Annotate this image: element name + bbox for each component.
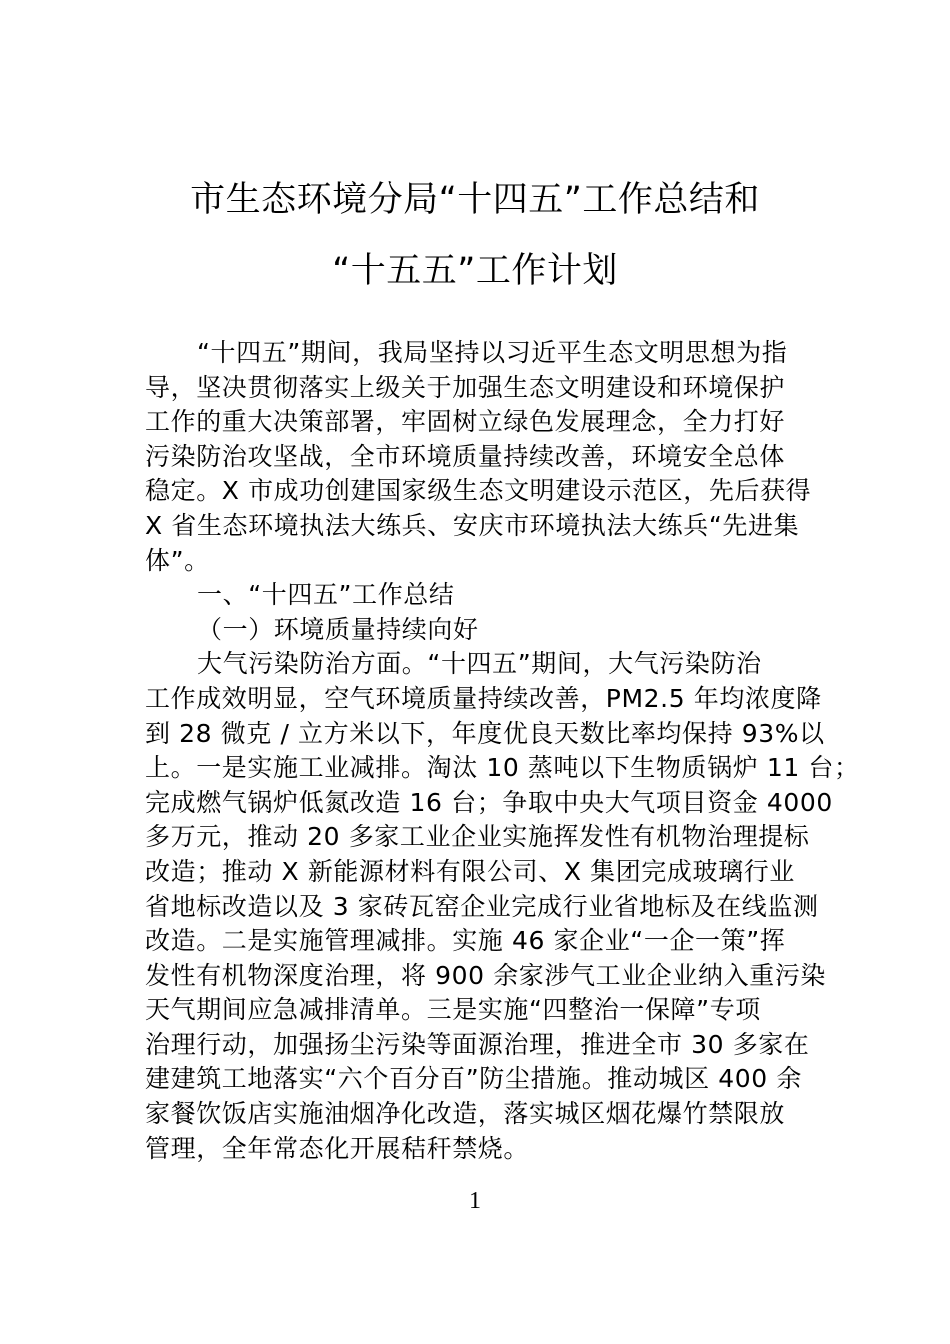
text-line: 省地标改造以及 3 家砖瓦窑企业完成行业省地标及在线监测: [145, 891, 819, 921]
text-line: 多万元，推动 20 多家工业企业实施挥发性有机物治理提标: [145, 822, 810, 852]
page-number: 1: [469, 1188, 481, 1214]
text-line: “十四五”期间，我局坚持以习近平生态文明思想为指: [197, 338, 788, 367]
text-line: 建建筑工地落实“六个百分百”防尘措施。推动城区 400 余: [145, 1064, 802, 1094]
text-line: 管理，全年常态化开展秸秆禁烧。: [145, 1133, 530, 1163]
text-line: 上。一是实施工业减排。淘汰 10 蒸吨以下生物质锅炉 11 台；: [145, 753, 860, 783]
text-line: 天气期间应急减排清单。三是实施“四整治一保障”专项: [145, 995, 761, 1025]
text-line: 到 28 微克 / 立方米以下，年度优良天数比率均保持 93%以: [145, 718, 825, 748]
text-line: 导，坚决贯彻落实上级关于加强生态文明建设和环境保护: [145, 372, 786, 402]
text-line: 稳定。X 市成功创建国家级生态文明建设示范区，先后获得: [145, 476, 812, 506]
text-line: （一）环境质量持续向好: [197, 614, 479, 644]
text-line: 家餐饮饭店实施油烟净化改造，落实城区烟花爆竹禁限放: [145, 1099, 786, 1129]
text-line: 污染防治攻坚战，全市环境质量持续改善，环境安全总体: [145, 441, 786, 471]
document-body: [145, 336, 860, 1166]
text-line: 改造。二是实施管理减排。实施 46 家企业“一企一策”挥: [145, 926, 786, 956]
text-line: 工作的重大决策部署，牢固树立绿色发展理念，全力打好: [145, 407, 786, 437]
text-line: X 省生态环境执法大练兵、安庆市环境执法大练兵“先进集: [145, 510, 800, 540]
text-line: 一、“十四五”工作总结: [197, 580, 455, 610]
text-line: 工作成效明显，空气环境质量持续改善，PM2.5 年均浓度降: [145, 683, 822, 713]
document-title-line-2: “十五五”工作计划: [332, 251, 618, 291]
text-line: 体”。: [145, 545, 210, 575]
text-line: 改造；推动 X 新能源材料有限公司、X 集团完成玻璃行业: [145, 856, 795, 886]
text-line: 治理行动，加强扬尘污染等面源治理，推进全市 30 多家在: [145, 1029, 810, 1059]
document-title-line-1: 市生态环境分局“十四五”工作总结和: [190, 180, 760, 220]
text-line: 完成燃气锅炉低氮改造 16 台；争取中央大气项目资金 4000: [145, 787, 833, 817]
text-line: 发性有机物深度治理，将 900 余家涉气工业企业纳入重污染: [145, 960, 827, 990]
text-line: 大气污染防治方面。“十四五”期间，大气污染防治: [197, 649, 762, 679]
